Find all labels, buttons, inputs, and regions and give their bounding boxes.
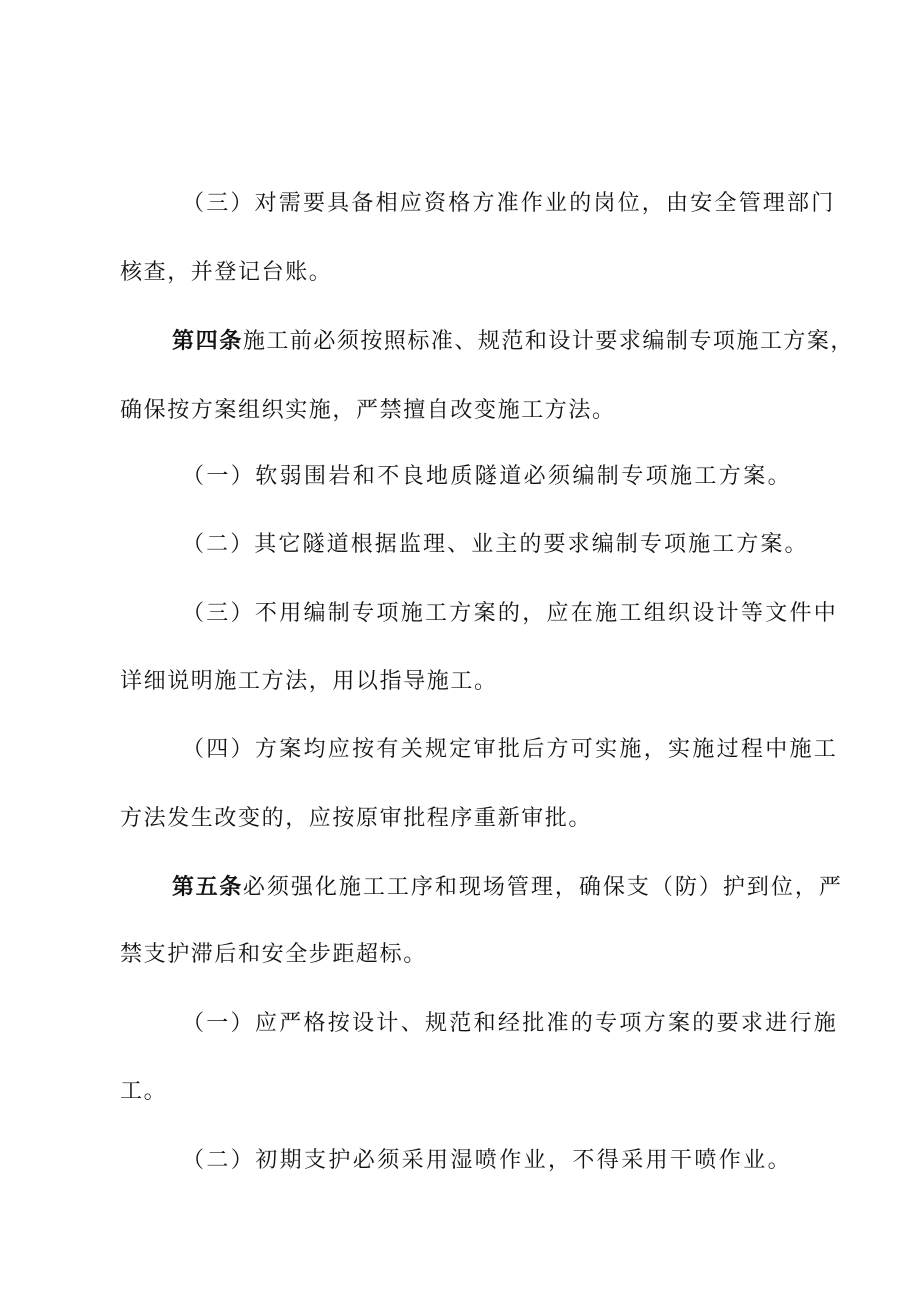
paragraph-line: 方法发生改变的，应按原审批程序重新审批。 [120, 806, 593, 831]
paragraph-line: （三）不用编制专项施工方案的，应在施工组织设计等文件中 [182, 601, 839, 626]
article-label: 第五条 [172, 874, 243, 900]
paragraph-line: （二）其它隧道根据监理、业主的要求编制专项施工方案。 [182, 532, 809, 557]
article-line [172, 326, 854, 357]
article-line [172, 872, 843, 903]
paragraph-line: 详细说明施工方法，用以指导施工。 [120, 669, 498, 694]
paragraph-line: （三）对需要具备相应资格方准作业的岗位，由安全管理部门 [182, 191, 836, 216]
paragraph-line: （二）初期支护必须采用湿喷作业，不得采用干喷作业。 [182, 1148, 793, 1173]
paragraph-line: 禁支护滞后和安全步距超标。 [120, 942, 427, 967]
paragraph-line: 确保按方案组织实施，严禁擅自改变施工方法。 [120, 398, 616, 423]
paragraph-line: 施工前必须按照标准、规范和设计要求编制专项施工方案， [242, 329, 854, 354]
paragraph-line: （一）应严格按设计、规范和经批准的专项方案的要求进行施 [182, 1011, 839, 1036]
paragraph-line: （四）方案均应按有关规定审批后方可实施，实施过程中施工 [182, 737, 839, 762]
paragraph-line: 核查，并登记台账。 [120, 260, 333, 285]
paragraph-line: （一）软弱围岩和不良地质隧道必须编制专项施工方案。 [182, 464, 793, 489]
paragraph-line: 必须强化施工工序和现场管理，确保支（防）护到位，严 [242, 875, 843, 900]
paragraph-line: 工。 [120, 1079, 168, 1104]
article-label: 第四条 [172, 328, 243, 354]
